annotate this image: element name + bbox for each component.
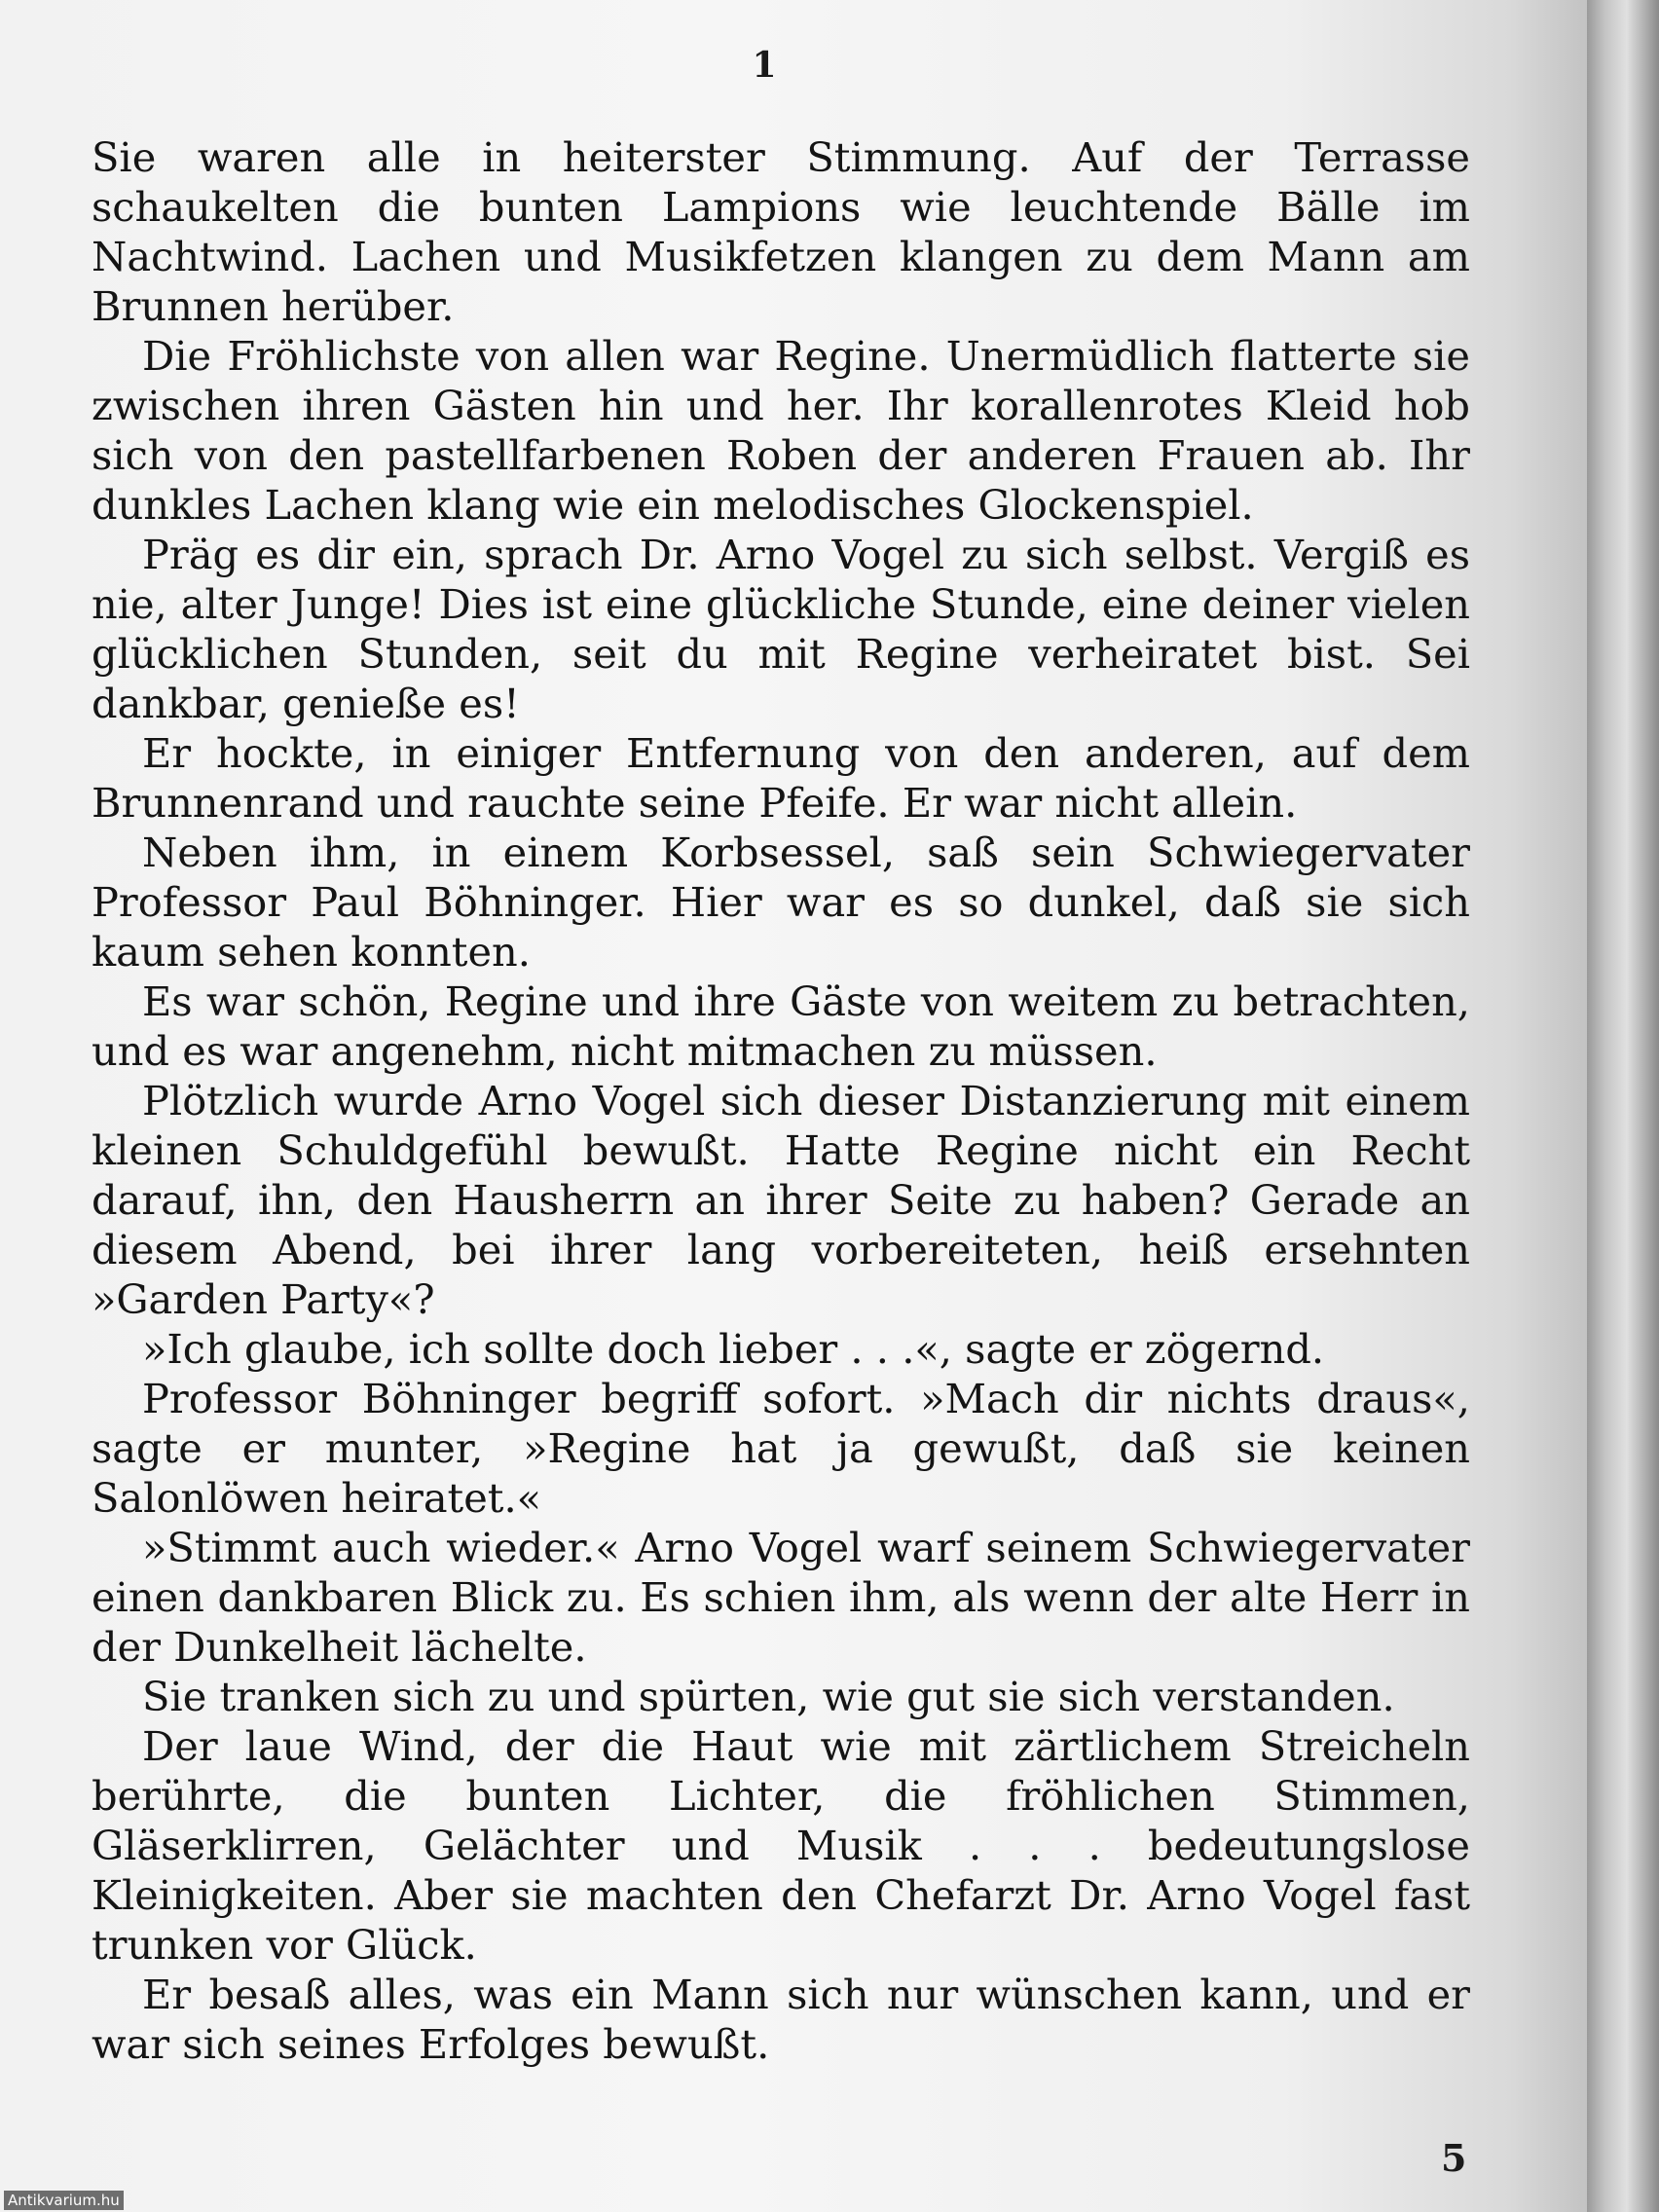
paragraph: Sie tranken sich zu und spürten, wie gut sie sich verstanden. [142,1673,1395,1720]
page-number: 5 [1441,2136,1467,2180]
paragraph: Sie waren alle in heiterster Stimmung. Auf der Terrasse schaukelten die bunten Lampions wie leuchtende Bälle im Nachtwind. Lachen und Musikfetzen klangen zu dem Mann am Brunnen herüber. [92,133,1470,330]
paragraph: »Stimmt auch wieder.« Arno Vogel warf seinem Schwiegervater einen dankbaren Blick zu. Es schien ihm, als wenn der alte Herr in der Dunkelheit lächelte. [92,1524,1470,1671]
paragraph: Er hockte, in einiger Entfernung von den anderen, auf dem Brunnenrand und rauchte seine Pfeife. Er war nicht allein. [92,729,1470,827]
body-text [92,132,1470,2069]
chapter-number: 1 [752,45,777,86]
watermark: Antikvarium.hu [4,2191,124,2210]
paragraph: Er besaß alles, was ein Mann sich nur wünschen kann, und er war sich seines Erfolges bewußt. [92,1971,1470,2068]
page-edge [1587,0,1659,2212]
paragraph: Es war schön, Regine und ihre Gäste von weitem zu betrachten, und es war angenehm, nicht mitmachen zu müssen. [92,977,1470,1075]
paragraph: Der laue Wind, der die Haut wie mit zärtlichem Streicheln berührte, die bunten Lichter, die fröhlichen Stimmen, Gläserklirren, Gelächter und Musik . . . bedeutungslose Kleinigkeiten. Aber sie machten den Chefarzt Dr. Arno Vogel fast trunken vor Glück. [92,1722,1470,1969]
paragraph: Professor Böhninger begriff sofort. »Mach dir nichts draus«, sagte er munter, »Regine hat ja gewußt, daß sie keinen Salonlöwen heiratet.« [92,1375,1470,1522]
paragraph: Plötzlich wurde Arno Vogel sich dieser Distanzierung mit einem kleinen Schuldgefühl bewußt. Hatte Regine nicht ein Recht darauf, ihn, den Hausherrn an ihrer Seite zu haben? Gerade an diesem Abend, bei ihrer lang vorbereiteten, heiß ersehnten »Garden Party«? [92,1077,1470,1323]
paragraph: Neben ihm, in einem Korbsessel, saß sein Schwiegervater Professor Paul Böhninger. Hier war es so dunkel, daß sie sich kaum sehen konnten. [92,829,1470,976]
paragraph: Präg es dir ein, sprach Dr. Arno Vogel zu sich selbst. Vergiß es nie, alter Junge! Dies ist eine glückliche Stunde, eine deiner vielen glücklichen Stunden, seit du mit Regine verheiratet bist. Sei dankbar, genieße es! [92,531,1470,727]
paragraph: »Ich glaube, ich sollte doch lieber . . .«, sagte er zögernd. [142,1325,1325,1373]
paragraph: Die Fröhlichste von allen war Regine. Unermüdlich flatterte sie zwischen ihren Gästen hin und her. Ihr korallenrotes Kleid hob sich von den pastellfarbenen Roben der anderen Frauen ab. Ihr dunkles Lachen klang wie ein melodisches Glockenspiel. [92,332,1470,529]
